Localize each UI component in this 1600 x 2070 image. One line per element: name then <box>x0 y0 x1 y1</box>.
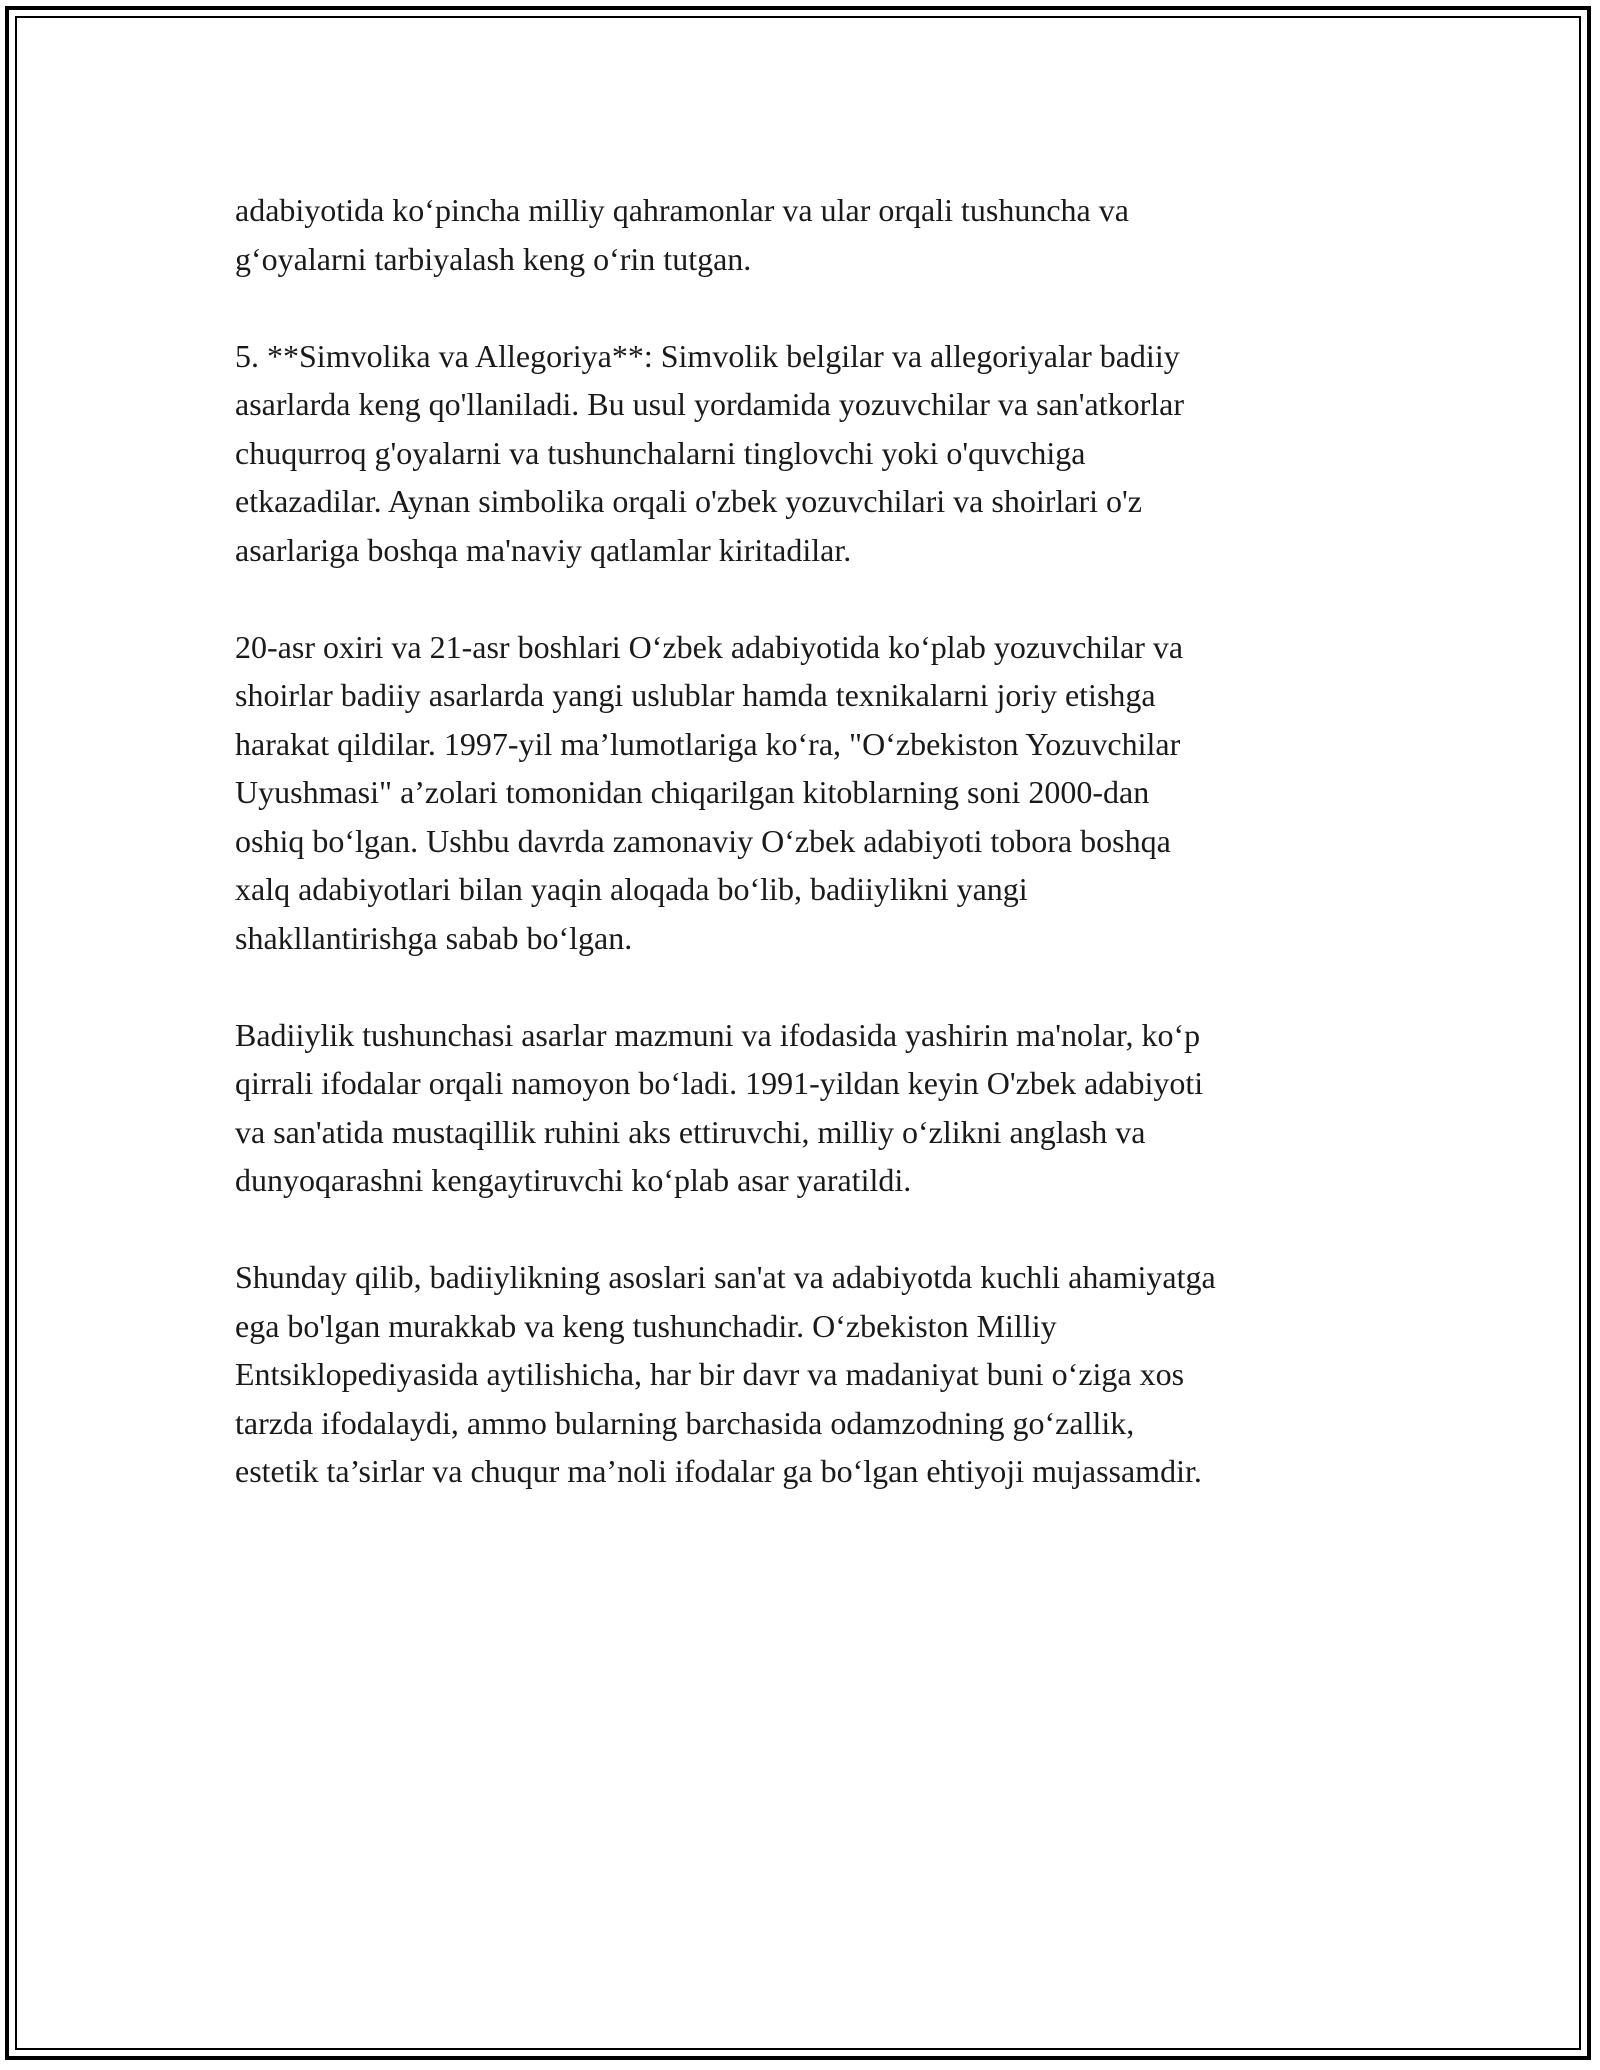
paragraph-2: 5. **Simvolika va Allegoriya**: Simvolik belgilar va allegoriyalar badiiy asarlarda keng qo'llaniladi. Bu usul yordamida yozuvchilar va san'atkorlar chuqurroq g'oyalarni va tushunchalarni tinglovchi yoki o'quvchiga etkazadilar. Aynan simbolika orqali o'zbek yozuvchilari va shoirlari o'z asarlariga boshqa ma'naviy qatlamlar kiritadilar. <box>235 337 1184 568</box>
paragraph-3: 20-asr oxiri va 21-asr boshlari O‘zbek adabiyotida ko‘plab yozuvchilar va shoirlar badiiy asarlarda yangi uslublar hamda texnikalarni joriy etishga harakat qildilar. 1997-yil ma’lumotlariga ko‘ra, "O‘zbekiston Yozuvchilar Uyushmasi" a’zolari tomonidan chiqarilgan kitoblarning soni 2000-dan oshiq bo‘lgan. Ushbu davrda zamonaviy O‘zbek adabiyoti tobora boshqa xalq adabiyotlari bilan yaqin aloqada bo‘lib, badiiylikni yangi shakllantirishga sabab bo‘lgan. <box>235 628 1184 956</box>
document-body <box>235 186 1385 1544</box>
paragraph-4: Badiiylik tushunchasi asarlar mazmuni va ifodasida yashirin ma'nolar, ko‘p qirrali ifodalar orqali namoyon bo‘ladi. 1991-yildan keyin O'zbek adabiyoti va san'atida mustaqillik ruhini aks ettiruvchi, milliy o‘zlikni anglash va dunyoqarashni kengaytiruvchi ko‘plab asar yaratildi. <box>235 1016 1204 1198</box>
paragraph-5: Shunday qilib, badiiylikning asoslari san'at va adabiyotda kuchli ahamiyatga ega bo'lgan murakkab va keng tushunchadir. O‘zbekiston Milliy Entsiklopediyasida aytilishicha, har bir davr va madaniyat buni o‘ziga xos tarzda ifodalaydi, ammo bularning barchasida odamzodning go‘zallik, estetik ta’sirlar va chuqur ma’noli ifodalar ga bo‘lgan ehtiyoji mujassamdir. <box>235 1259 1216 1489</box>
paragraph-1: adabiyotida ko‘pincha milliy qahramonlar va ular orqali tushuncha va g‘oyalarni tarbiyalash keng o‘rin tutgan. <box>235 192 1129 277</box>
